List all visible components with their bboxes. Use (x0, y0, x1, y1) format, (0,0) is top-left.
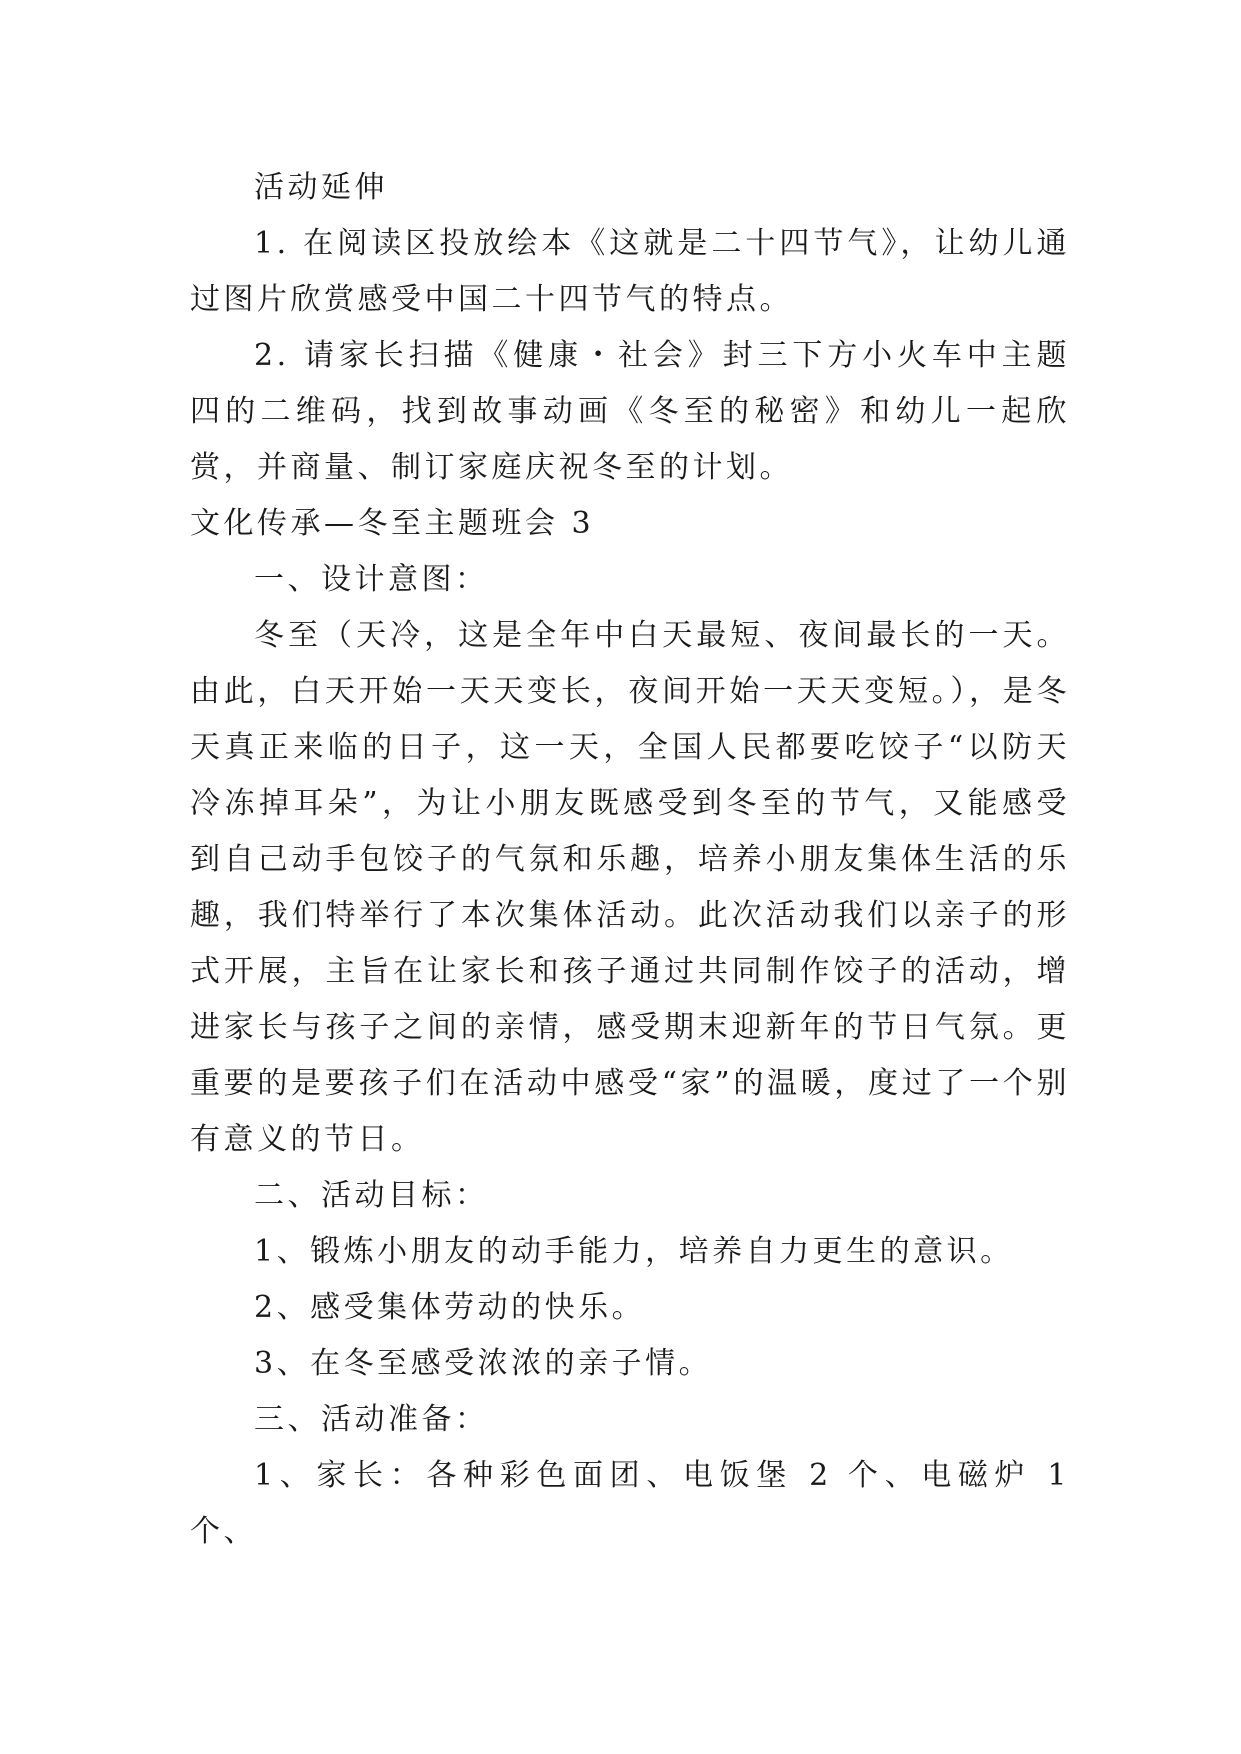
design-intent-heading: 一、设计意图： (254, 562, 489, 597)
goal-1: 1、锻炼小朋友的动手能力，培养自力更生的意识。 (254, 1234, 1014, 1269)
section-title: 文化传承—冬至主题班会 3 (190, 506, 595, 541)
activity-extension-heading: 活动延伸 (254, 170, 388, 205)
extension-item-2: 2. 请家长扫描《健康・社会》封三下方小火车中主题四的二维码，找到故事动画《冬至的秘密》和幼儿一起欣赏，并商量、制订家庭庆祝冬至的计划。 (190, 338, 1070, 485)
goal-3: 3、在冬至感受浓浓的亲子情。 (254, 1346, 713, 1381)
goal-2: 2、感受集体劳动的快乐。 (254, 1290, 646, 1325)
goals-heading: 二、活动目标： (254, 1178, 489, 1213)
preparation-heading: 三、活动准备： (254, 1402, 489, 1437)
extension-item-1: 1. 在阅读区投放绘本《这就是二十四节气》，让幼儿通过图片欣赏感受中国二十四节气的特点。 (190, 226, 1070, 317)
document-body (190, 160, 1070, 1560)
design-intent-body: 冬至（天冷，这是全年中白天最短、夜间最长的一天。由此，白天开始一天天变长，夜间开始一天天变短。），是冬天真正来临的日子，这一天，全国人民都要吃饺子“以防天冷冻掉耳朵”，为让小朋友既感受到冬至的节气，又能感受到自己动手包饺子的气氛和乐趣，培养小朋友集体生活的乐趣，我们特举行了本次集体活动。此次活动我们以亲子的形式开展，主旨在让家长和孩子通过共同制作饺子的活动，增进家长与孩子之间的亲情，感受期末迎新年的节日气氛。更重要的是要孩子们在活动中感受“家”的温暖，度过了一个别有意义的节日。 (190, 618, 1070, 1157)
preparation-1: 1、家长：各种彩色面团、电饭堡 2 个、电磁炉 1 个、 (190, 1458, 1070, 1549)
